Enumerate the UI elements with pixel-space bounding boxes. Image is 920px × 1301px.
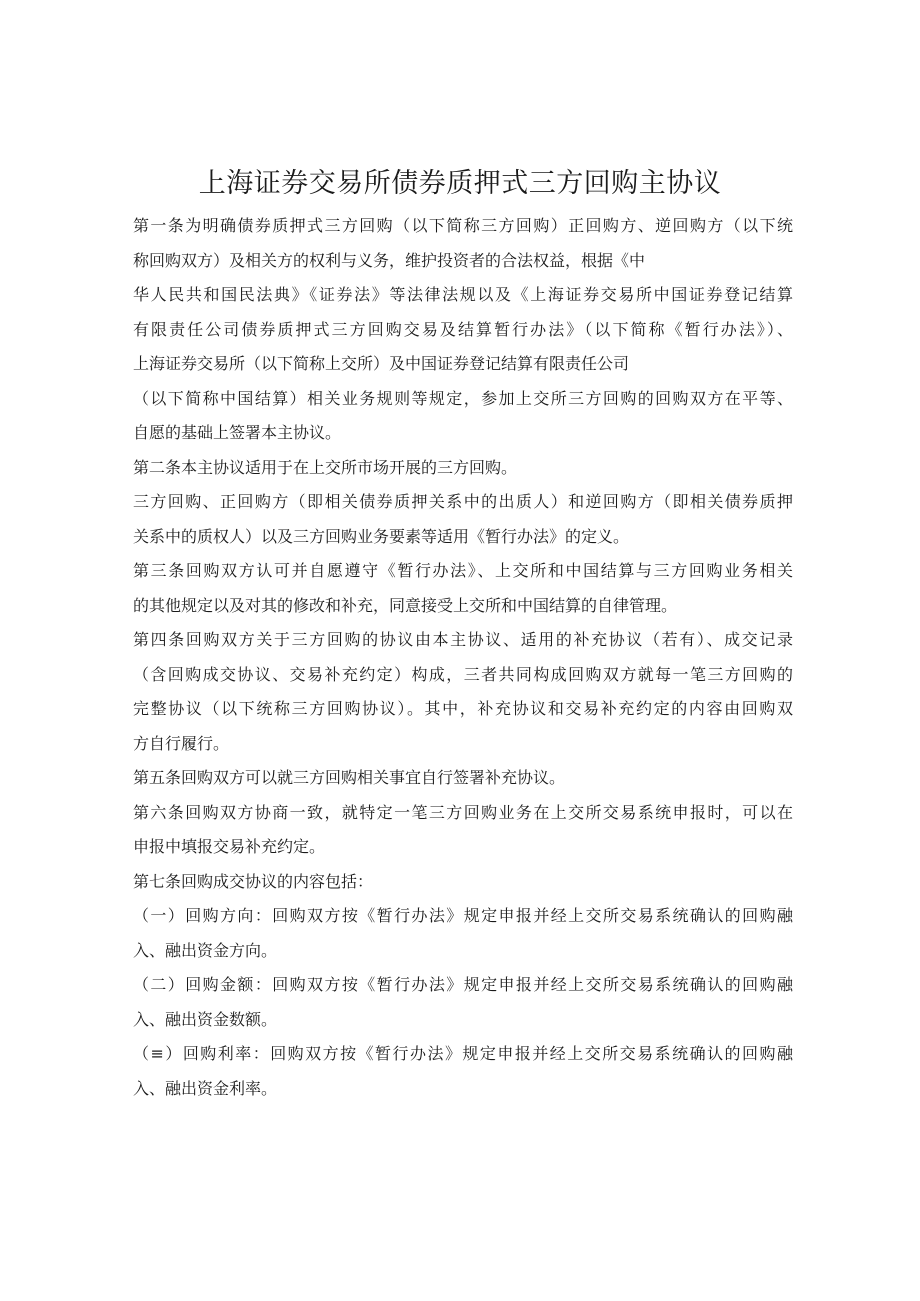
paragraph-line: 申报中填报交易补充约定。 xyxy=(133,837,326,856)
paragraph-line: 三方回购、正回购方（即相关债券质押关系中的出质人）和逆回购方（即相关债券质押 xyxy=(133,492,793,511)
paragraph-line: 入、融出资金利率。 xyxy=(133,1078,278,1098)
document-body xyxy=(133,209,793,1106)
paragraph-line: 第二条本主协议适用于在上交所市场开展的三方回购。 xyxy=(133,457,518,477)
paragraph-line: 华人民共和国民法典》《证券法》等法律法规以及《上海证券交易所中国证券登记结算 xyxy=(133,285,793,304)
paragraph-line: （≡）回购利率：回购双方按《暂行办法》规定申报并经上交所交易系统确认的回购融 xyxy=(133,1044,793,1063)
paragraph-line: 第六条回购双方协商一致，就特定一笔三方回购业务在上交所交易系统申报时，可以在 xyxy=(133,802,793,822)
paragraph-line: （二）回购金额：回购双方按《暂行办法》规定申报并经上交所交易系统确认的回购融 xyxy=(133,975,793,994)
paragraph-line: （含回购成交协议、交易补充约定）构成，三者共同构成回购双方就每一笔三方回购的 xyxy=(133,664,793,684)
paragraph-line: 上海证券交易所（以下简称上交所）及中国证券登记结算有限责任公司 xyxy=(133,354,630,373)
paragraph-line: 的其他规定以及对其的修改和补充，同意接受上交所和中国结算的自律管理。 xyxy=(133,595,678,615)
paragraph-line: （一）回购方向：回购双方按《暂行办法》规定申报并经上交所交易系统确认的回购融 xyxy=(133,906,793,925)
paragraph-line: （以下简称中国结算）相关业务规则等规定，参加上交所三方回购的回购双方在平等、 xyxy=(133,388,793,408)
paragraph-line: 方自行履行。 xyxy=(133,733,230,753)
paragraph-line: 有限责任公司债券质押式三方回购交易及结算暂行办法》（以下简称《暂行办法》）、 xyxy=(133,319,793,339)
paragraph-line: 第三条回购双方认可并自愿遵守《暂行办法》、上交所和中国结算与三方回购业务相关 xyxy=(133,561,793,580)
paragraph-line: 第七条回购成交协议的内容包括： xyxy=(133,871,374,891)
paragraph-line: 入、融出资金方向。 xyxy=(133,940,278,960)
paragraph-line: 自愿的基础上签署本主协议。 xyxy=(133,423,342,442)
document-title: 上海证券交易所债券质押式三方回购主协议 xyxy=(198,168,722,199)
paragraph-line: 第一条为明确债券质押式三方回购（以下简称三方回购）正回购方、逆回购方（以下统 xyxy=(133,216,793,235)
paragraph-line: 第四条回购双方关于三方回购的协议由本主协议、适用的补充协议（若有）、成交记录 xyxy=(133,630,793,649)
paragraph-line: 入、融出资金数额。 xyxy=(133,1009,278,1029)
paragraph-line: 第五条回购双方可以就三方回购相关事宜自行签署补充协议。 xyxy=(133,768,566,787)
paragraph-line: 完整协议（以下统称三方回购协议）。其中，补充协议和交易补充约定的内容由回购双 xyxy=(133,699,793,718)
paragraph-line: 称回购双方）及相关方的权利与义务，维护投资者的合法权益，根据《中 xyxy=(133,250,646,270)
paragraph-line: 关系中的质权人）以及三方回购业务要素等适用《暂行办法》的定义。 xyxy=(133,526,630,546)
